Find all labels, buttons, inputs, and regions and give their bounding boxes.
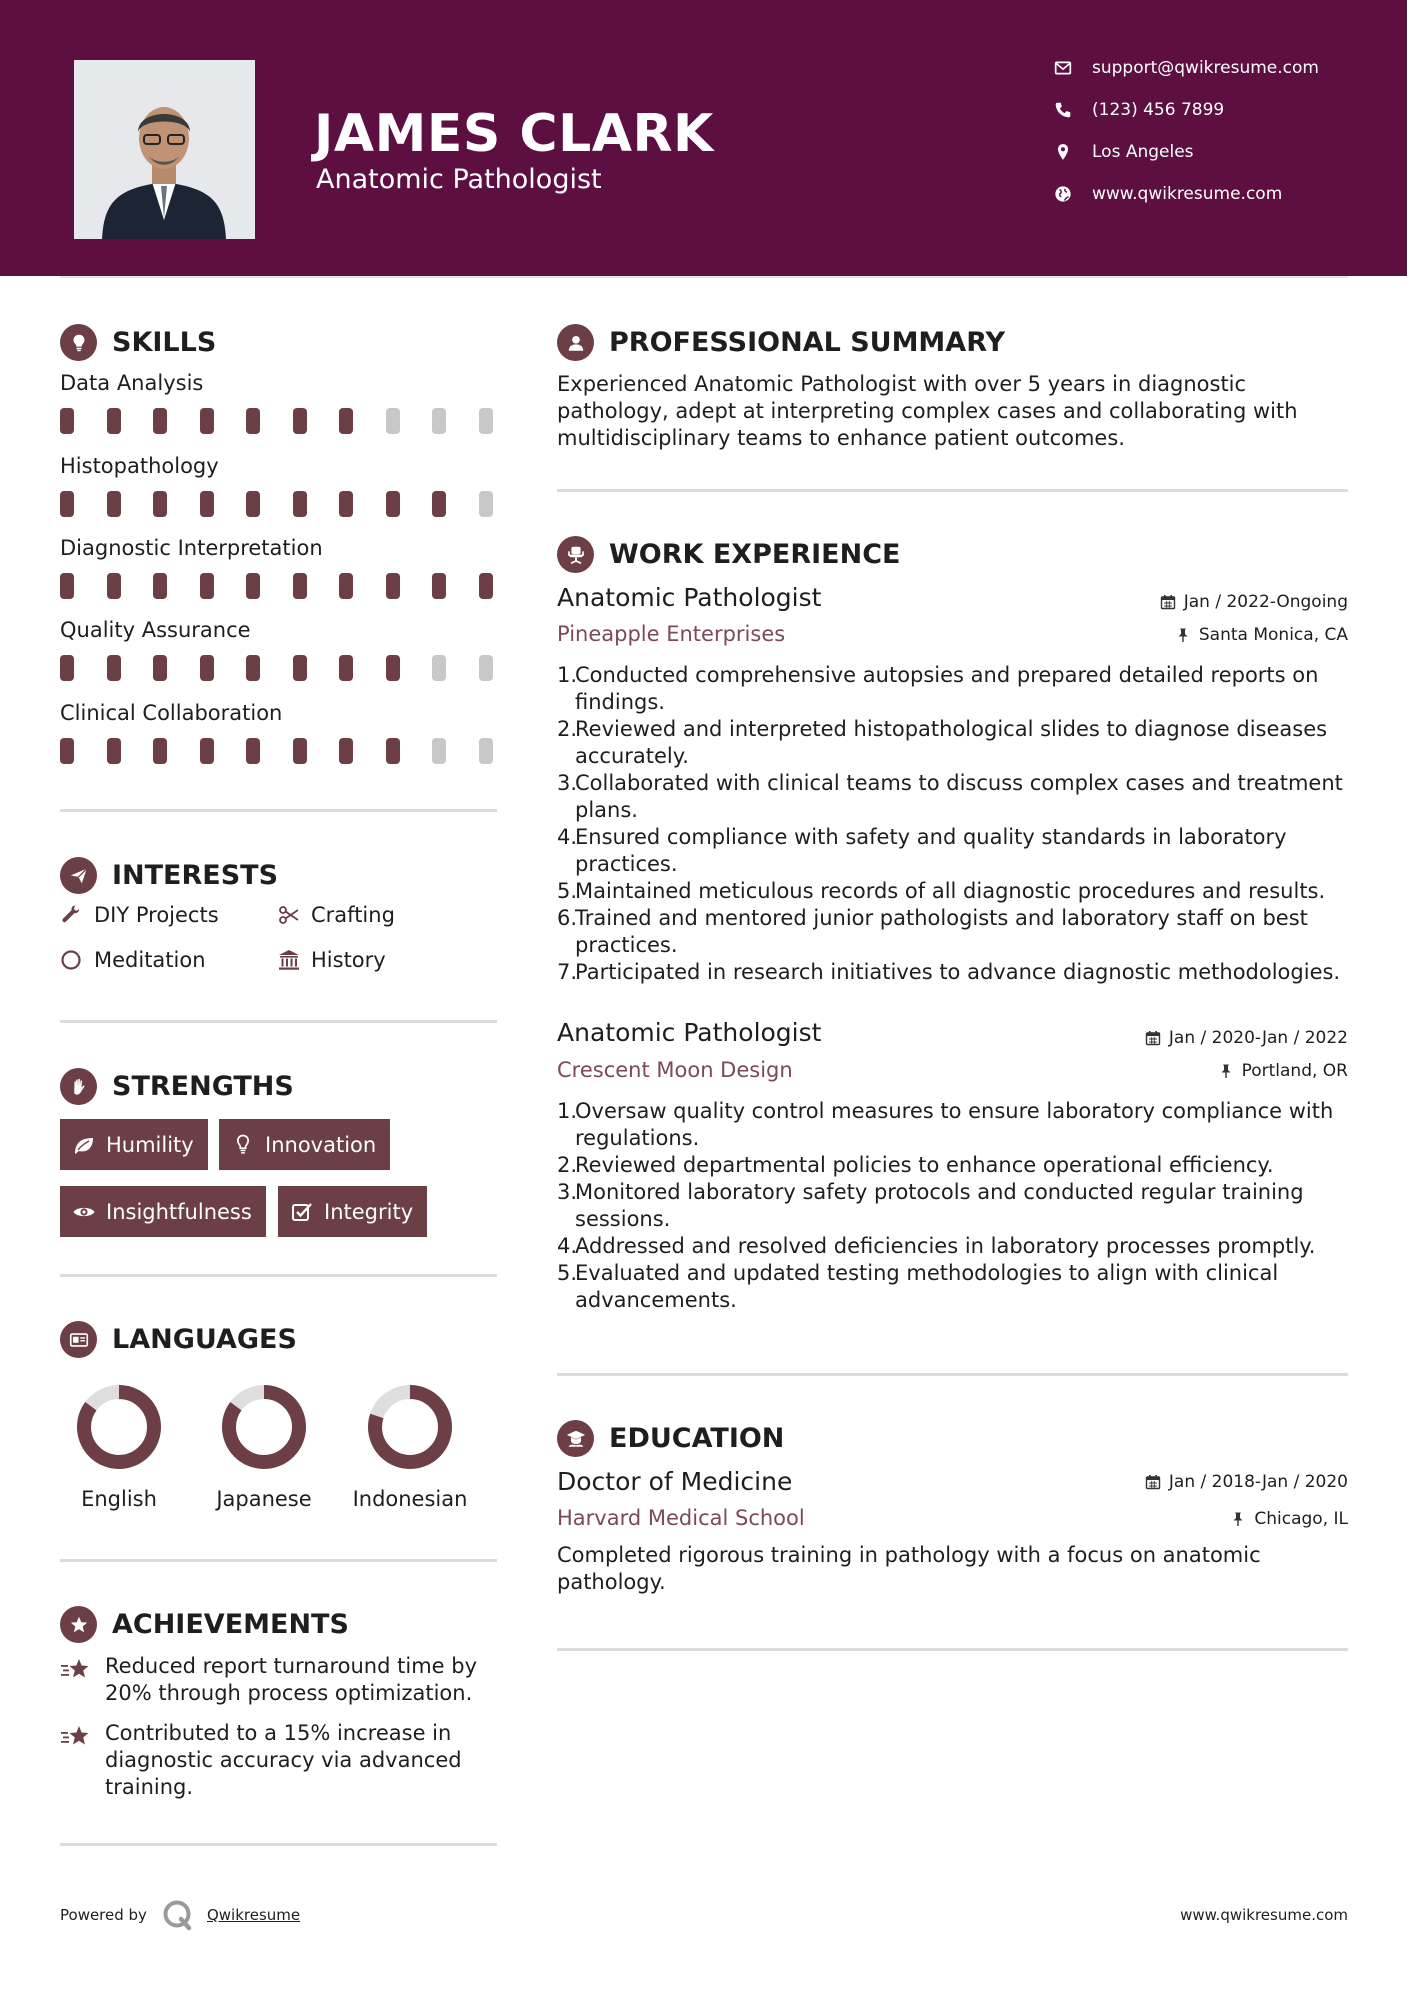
header-divider	[60, 276, 1348, 278]
skill-rating-bar	[60, 408, 500, 434]
language-donut	[222, 1385, 306, 1469]
contact-website-text: www.qwikresume.com	[1092, 184, 1283, 204]
skill-dot-filled	[153, 655, 167, 681]
achievement-item: Contributed to a 15% increase in diagnostic accuracy via advanced training.	[60, 1720, 500, 1801]
responsibility-text: Reviewed departmental policies to enhance operational efficiency.	[575, 1153, 1274, 1177]
responsibility-item	[557, 1179, 1357, 1233]
responsibility-text: Monitored laboratory safety protocols and conducted regular training sessions.	[575, 1180, 1304, 1231]
skill-dot-empty	[386, 408, 400, 434]
paper-plane-icon	[60, 857, 97, 894]
responsibility-text: Participated in research initiatives to advance diagnostic methodologies.	[575, 960, 1341, 984]
pushpin-icon	[1230, 1511, 1246, 1527]
skill-dot-filled	[432, 573, 446, 599]
qwikresume-link[interactable]: Qwikresume	[206, 1906, 301, 1924]
section-divider	[557, 1648, 1348, 1651]
skill-dot-filled	[293, 408, 307, 434]
skill-dot-filled	[60, 491, 74, 517]
education-dates: Jan / 2018-Jan / 2020	[1145, 1472, 1348, 1492]
experience-heading: WORK EXPERIENCE	[557, 536, 900, 573]
phone-icon	[1054, 101, 1072, 119]
strength-chip: Innovation	[219, 1119, 390, 1170]
lightbulb-icon	[60, 324, 97, 361]
language-card-icon	[60, 1321, 97, 1358]
skill-dot-filled	[293, 573, 307, 599]
skill-dot-filled	[293, 738, 307, 764]
skills-heading: SKILLS	[60, 324, 216, 361]
skill-dot-filled	[200, 738, 214, 764]
skill-dot-empty	[479, 738, 493, 764]
skill-rating-bar	[60, 738, 500, 764]
candidate-title: Anatomic Pathologist	[316, 164, 602, 195]
skill-dot-filled	[153, 491, 167, 517]
summary-text: Experienced Anatomic Pathologist with over 5 years in diagnostic pathology, adept at interpreting complex cases and collaborating with multidisciplinary teams to enhance patient outcomes.	[557, 372, 1298, 450]
responsibility-item	[557, 878, 1357, 905]
language-item: Japanese	[209, 1385, 319, 1520]
education-degree: Doctor of Medicine	[557, 1467, 793, 1496]
responsibility-item	[557, 1260, 1357, 1314]
skill-dot-filled	[60, 408, 74, 434]
list-number: 5.	[557, 879, 578, 903]
section-divider	[60, 1274, 497, 1277]
responsibility-text: Trained and mentored junior pathologists and laboratory staff on best practices.	[575, 906, 1308, 957]
strength-chip: Humility	[60, 1119, 208, 1170]
summary-heading: PROFESSIONAL SUMMARY	[557, 324, 1005, 361]
interest-item: Crafting	[277, 903, 395, 927]
job-location: Portland, OR	[1218, 1061, 1348, 1081]
section-divider	[557, 1373, 1348, 1376]
contact-email[interactable]	[1054, 58, 1384, 78]
skill-dot-filled	[200, 655, 214, 681]
star-achievement-icon	[60, 1724, 92, 1752]
job-responsibilities	[557, 1098, 1357, 1314]
section-divider	[60, 809, 497, 812]
user-icon	[557, 324, 594, 361]
skill-dot-filled	[107, 738, 121, 764]
skill-dot-filled	[107, 655, 121, 681]
resume-header	[0, 0, 1407, 276]
strength-chip: Insightfulness	[60, 1186, 266, 1237]
interest-item: DIY Projects	[60, 903, 219, 927]
skill-label: Diagnostic Interpretation	[60, 536, 323, 560]
section-divider	[60, 1020, 497, 1023]
achievements-heading: ACHIEVEMENTS	[60, 1606, 349, 1643]
responsibility-text: Conducted comprehensive autopsies and prepared detailed reports on findings.	[575, 663, 1319, 714]
skill-dot-filled	[246, 655, 260, 681]
skill-dot-filled	[246, 738, 260, 764]
powered-by-text: Powered by	[60, 1906, 147, 1924]
envelope-icon	[1054, 59, 1072, 77]
contact-phone-text: (123) 456 7899	[1092, 100, 1225, 120]
skill-label: Data Analysis	[60, 371, 204, 395]
job-dates: Jan / 2020-Jan / 2022	[1145, 1028, 1348, 1048]
skill-dot-filled	[386, 655, 400, 681]
skill-dot-filled	[386, 573, 400, 599]
achievement-item: Reduced report turnaround time by 20% through process optimization.	[60, 1653, 500, 1707]
list-number: 2.	[557, 717, 578, 741]
lightbulb-icon	[231, 1133, 255, 1157]
skill-dot-filled	[107, 491, 121, 517]
responsibility-item	[557, 1098, 1357, 1152]
interests-heading: INTERESTS	[60, 857, 278, 894]
education-heading: EDUCATION	[557, 1420, 784, 1457]
strength-chip: Integrity	[278, 1186, 427, 1237]
skill-dot-empty	[432, 738, 446, 764]
wrench-icon	[60, 903, 84, 927]
responsibility-item	[557, 716, 1357, 770]
education-school: Harvard Medical School	[557, 1506, 805, 1530]
skill-dot-filled	[339, 408, 353, 434]
skill-dot-filled	[153, 738, 167, 764]
contact-website[interactable]	[1054, 184, 1384, 204]
raised-hand-icon	[60, 1068, 97, 1105]
section-divider	[557, 489, 1348, 492]
graduate-icon	[557, 1420, 594, 1457]
footer-powered-by	[60, 1898, 300, 1932]
skill-dot-filled	[153, 573, 167, 599]
language-donut	[77, 1385, 161, 1469]
contact-location-text: Los Angeles	[1092, 142, 1194, 162]
skill-rating-bar	[60, 573, 500, 599]
skill-dot-empty	[479, 655, 493, 681]
responsibility-item	[557, 905, 1357, 959]
skill-dot-filled	[339, 738, 353, 764]
education-description: Completed rigorous training in pathology with a focus on anatomic pathology.	[557, 1543, 1261, 1594]
responsibility-item	[557, 1152, 1357, 1179]
job-company: Crescent Moon Design	[557, 1058, 793, 1082]
job-title: Anatomic Pathologist	[557, 1018, 822, 1047]
skill-dot-filled	[200, 408, 214, 434]
calendar-icon	[1145, 1030, 1161, 1046]
skill-dot-filled	[60, 738, 74, 764]
job-responsibilities	[557, 662, 1357, 986]
responsibility-item	[557, 770, 1357, 824]
skill-dot-filled	[479, 573, 493, 599]
skill-dot-filled	[107, 408, 121, 434]
interest-item: Meditation	[60, 948, 206, 972]
star-badge-icon	[60, 1606, 97, 1643]
skill-dot-filled	[200, 573, 214, 599]
language-donut	[368, 1385, 452, 1469]
section-divider	[60, 1843, 497, 1846]
skill-dot-empty	[432, 408, 446, 434]
responsibility-text: Addressed and resolved deficiencies in laboratory processes promptly.	[575, 1234, 1316, 1258]
skill-dot-filled	[60, 655, 74, 681]
skill-dot-filled	[293, 491, 307, 517]
list-number: 6.	[557, 906, 578, 930]
contact-location	[1054, 142, 1384, 162]
responsibility-text: Reviewed and interpreted histopathological slides to diagnose diseases accurately.	[575, 717, 1328, 768]
skill-dot-filled	[60, 573, 74, 599]
skill-dot-filled	[153, 408, 167, 434]
list-number: 3.	[557, 1180, 578, 1204]
calendar-icon	[1160, 594, 1176, 610]
museum-icon	[277, 948, 301, 972]
map-pin-icon	[1054, 143, 1072, 161]
scissors-icon	[277, 903, 301, 927]
job-company: Pineapple Enterprises	[557, 622, 786, 646]
skill-dot-filled	[246, 573, 260, 599]
responsibility-text: Maintained meticulous records of all diagnostic procedures and results.	[575, 879, 1326, 903]
calendar-icon	[1145, 1474, 1161, 1490]
star-achievement-icon	[60, 1657, 92, 1685]
list-number: 4.	[557, 1234, 578, 1258]
list-number: 4.	[557, 825, 578, 849]
skill-dot-filled	[339, 491, 353, 517]
list-number: 2.	[557, 1153, 578, 1177]
education-location: Chicago, IL	[1230, 1509, 1348, 1529]
skill-label: Clinical Collaboration	[60, 701, 283, 725]
interest-item: History	[277, 948, 386, 972]
checkbox-icon	[290, 1200, 314, 1224]
responsibility-text: Ensured compliance with safety and quality standards in laboratory practices.	[575, 825, 1287, 876]
skill-dot-filled	[107, 573, 121, 599]
skill-dot-filled	[339, 573, 353, 599]
section-divider	[60, 1559, 497, 1562]
list-number: 3.	[557, 771, 578, 795]
job-location: Santa Monica, CA	[1175, 625, 1348, 645]
office-chair-icon	[557, 536, 594, 573]
skill-label: Quality Assurance	[60, 618, 251, 642]
list-number: 5.	[557, 1261, 578, 1285]
responsibility-item	[557, 662, 1357, 716]
list-number: 7.	[557, 960, 578, 984]
skill-dot-filled	[386, 738, 400, 764]
languages-heading: LANGUAGES	[60, 1321, 297, 1358]
skill-rating-bar	[60, 491, 500, 517]
responsibility-text: Evaluated and updated testing methodologies to align with clinical advancements.	[575, 1261, 1279, 1312]
qwikresume-logo-icon	[161, 1898, 195, 1932]
skill-label: Histopathology	[60, 454, 219, 478]
skill-dot-empty	[479, 491, 493, 517]
language-item: Indonesian	[355, 1385, 465, 1520]
responsibility-text: Oversaw quality control measures to ensure laboratory compliance with regulations.	[575, 1099, 1334, 1150]
list-number: 1.	[557, 663, 578, 687]
candidate-name: JAMES CLARK	[314, 104, 714, 164]
skill-dot-filled	[200, 491, 214, 517]
eye-icon	[72, 1200, 96, 1224]
skill-dot-filled	[432, 491, 446, 517]
contact-phone[interactable]	[1054, 100, 1384, 120]
responsibility-text: Collaborated with clinical teams to discuss complex cases and treatment plans.	[575, 771, 1343, 822]
strengths-heading: STRENGTHS	[60, 1068, 294, 1105]
contact-email-text: support@qwikresume.com	[1092, 58, 1319, 78]
leaf-icon	[72, 1133, 96, 1157]
pushpin-icon	[1175, 627, 1191, 643]
profile-photo	[74, 60, 255, 239]
pushpin-icon	[1218, 1063, 1234, 1079]
responsibility-item	[557, 959, 1357, 986]
skill-dot-filled	[293, 655, 307, 681]
language-item: English	[64, 1385, 174, 1520]
skill-dot-filled	[339, 655, 353, 681]
circle-icon	[60, 948, 84, 972]
responsibility-item	[557, 1233, 1357, 1260]
globe-icon	[1054, 185, 1072, 203]
footer-website[interactable]: www.qwikresume.com	[1180, 1906, 1348, 1924]
skill-rating-bar	[60, 655, 500, 681]
skill-dot-empty	[432, 655, 446, 681]
skill-dot-filled	[386, 491, 400, 517]
job-dates: Jan / 2022-Ongoing	[1160, 592, 1348, 612]
skill-dot-filled	[246, 408, 260, 434]
responsibility-item	[557, 824, 1357, 878]
skill-dot-empty	[479, 408, 493, 434]
skill-dot-filled	[246, 491, 260, 517]
list-number: 1.	[557, 1099, 578, 1123]
job-title: Anatomic Pathologist	[557, 583, 822, 612]
